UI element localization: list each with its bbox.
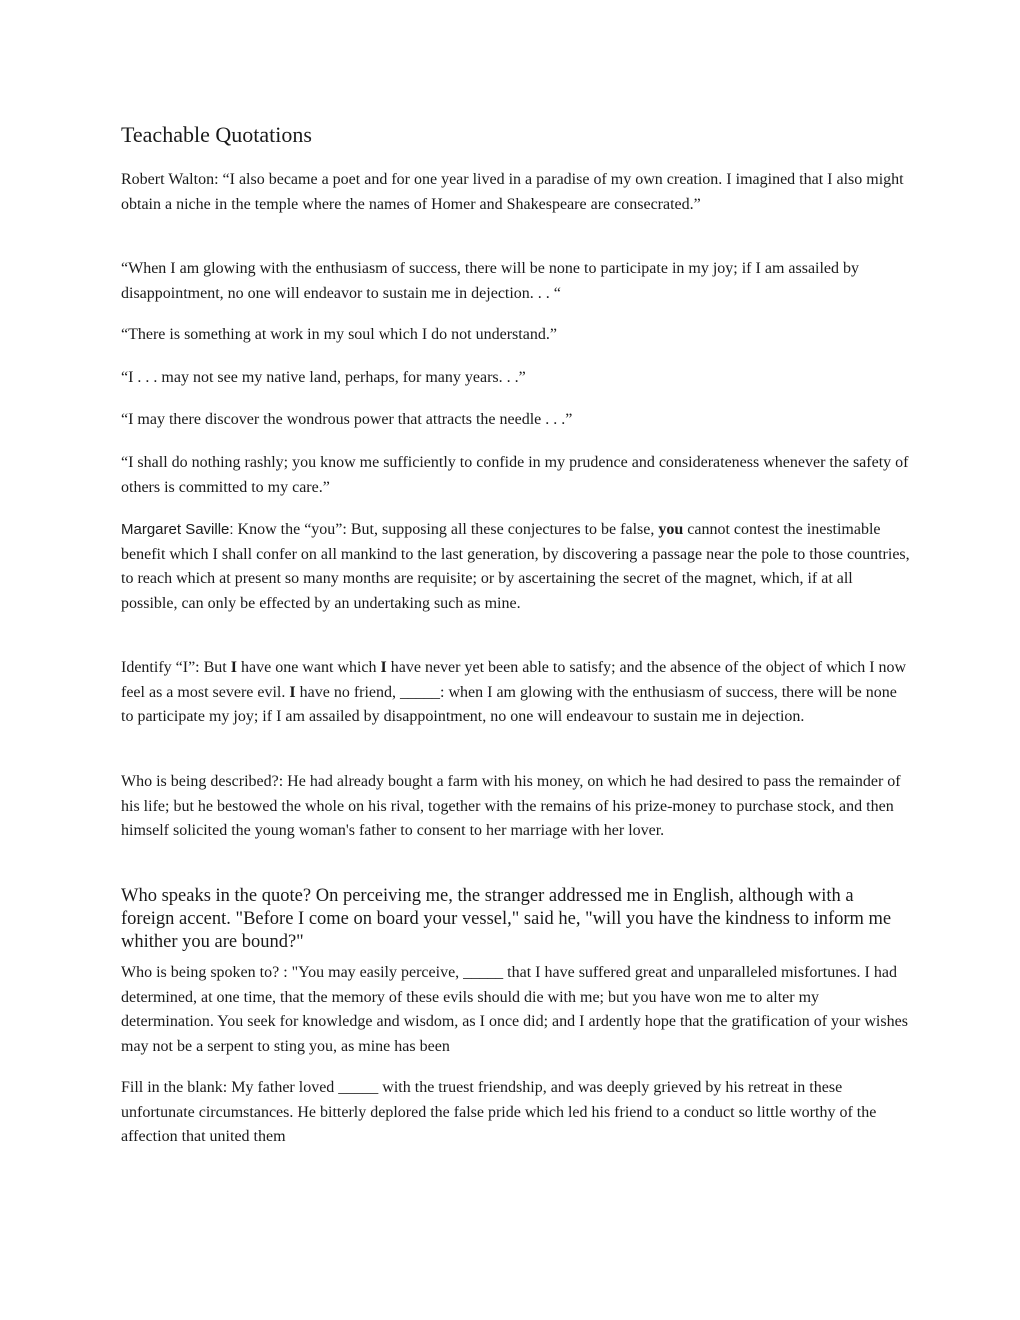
quote-margaret-saville — [121, 518, 911, 616]
emphasis-i: I — [380, 659, 387, 676]
quote-fill-in-blank: Fill in the blank: My father loved _____ with the truest friendship, and was deeply grieved by his retreat in these unfortunate circumstances. He bitterly deplored the false pride which led his friend to a conduct so little worthy of the affection that united them — [121, 1079, 877, 1145]
quote-who-is-spoken-to: Who is being spoken to? : "You may easily perceive, _____ that I have suffered great and unparalleled misfortunes. I had determined, at one time, that the memory of these evils should die with me; but you have won me to alter my determination. You seek for knowledge and wisdom, as I once did; and I ardently hope that the gratification of your wishes may not be a serpent to sting you, as mine has been — [121, 964, 908, 1055]
emphasis-i: I — [289, 683, 296, 701]
document-title: Teachable Quotations — [121, 122, 312, 147]
quote-who-is-described: Who is being described?: He had already bought a farm with his money, on which he had desired to pass the remainder of his life; but he bestowed the whole on his rival, together with the remains of his prize-money to purchase stock, and then himself solicited the young woman's father to consent to her marriage with her lover. — [121, 773, 901, 839]
quote-text: Know the “you”: But, supposing all these conjectures to be false, — [233, 521, 659, 538]
quote-text: cannot contest the inestimable benefit which I shall confer on all mankind to the last generation, by discovering a passage near the pole to those countries, to reach which at present so many months are requisite; or by ascertaining the secret of the magnet, which, if at all possible, can only be effected by an undertaking such as mine. — [121, 521, 910, 612]
speaker-label-margaret-saville: Margaret Saville: — [121, 521, 234, 538]
quote-text: have no friend, _____: when I am glowing with the enthusiasm of success, there will be none to participate my joy; if I am assailed by disappointment, no one will endeavour to sustain me in dejection. — [121, 683, 897, 725]
quote-wondrous-power: “I may there discover the wondrous power that attracts the needle . . .” — [121, 411, 573, 428]
quote-glowing-enthusiasm: “When I am glowing with the enthusiasm of success, there will be none to participate in my joy; if I am assailed by disappointment, no one will endeavor to sustain me in dejection. . . “ — [121, 260, 860, 302]
quote-text: Identify “I”: But — [121, 659, 231, 676]
quote-native-land: “I . . . may not see my native land, perhaps, for many years. . .” — [121, 369, 526, 386]
quote-text: have one want which — [236, 659, 381, 676]
emphasis-i: I — [230, 659, 237, 676]
quote-something-at-work: “There is something at work in my soul which I do not understand.” — [121, 326, 557, 343]
quote-text: have never yet been able to satisfy; and the absence of the object of which I now feel as a most severe evil. — [121, 659, 907, 701]
quote-who-speaks: Who speaks in the quote? On perceiving me, the stranger addressed me in English, although with a foreign accent. "Before I come on board your vessel," said he, "will you have the kindness to inform me whither you are bound?" — [121, 886, 892, 952]
emphasis-you: you — [658, 521, 684, 538]
quote-robert-walton-poet: Robert Walton: “I also became a poet and for one year lived in a paradise of my own creation. I imagined that I also might obtain a niche in the temple where the names of Homer and Shakespeare are consecrated.” — [121, 171, 904, 213]
quote-identify-i — [121, 656, 911, 730]
quote-nothing-rashly: “I shall do nothing rashly; you know me sufficiently to confide in my prudence and considerateness whenever the safety of others is committed to my care.” — [121, 454, 909, 496]
